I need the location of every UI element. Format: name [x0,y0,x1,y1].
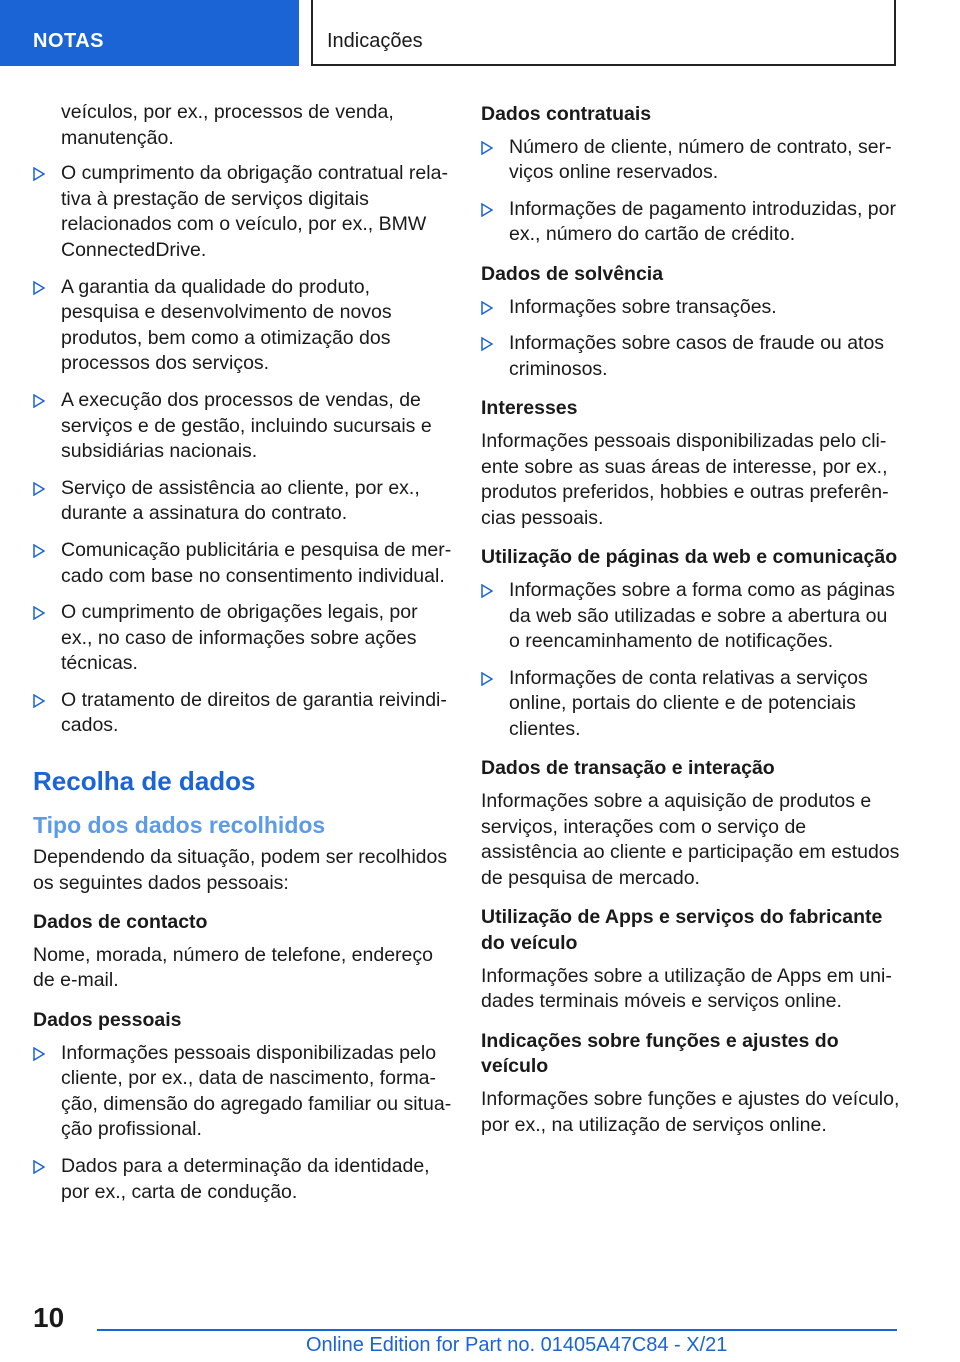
triangle-bullet-icon [33,1047,45,1061]
vehicle-functions-title: Indicações sobre funções e ajustes do veículo [481,1029,839,1078]
list-item: Informações de pagamento introduzidas, por ex., número do cartão de crédito. [481,197,901,248]
intro-paragraph: Dependendo da situação, podem ser recolhidos os seguintes dados pessoais: [33,846,448,894]
apps-usage-title: Utilização de Apps e serviços do fabricante do veículo [481,906,883,955]
transaction-data-title: Dados de transação e interação [481,757,775,780]
triangle-bullet-icon [33,544,45,558]
triangle-bullet-icon [481,141,493,155]
personal-data-title: Dados pessoais [33,1009,182,1032]
list-item: Comunicação publicitária e pesquisa de mercado com base no consentimento individual. [33,538,453,589]
transaction-data-text: Informações sobre a aquisição de produtos e serviços, interações com o serviço de assistência ao cliente e participação em estudos de pesquisa de mercado. [481,790,900,889]
contact-data-title: Dados de contacto [33,911,208,934]
triangle-bullet-icon [33,394,45,408]
list-item: O cumprimento de obrigações legais, por ex., no caso de informações sobre ações técnicas. [33,600,453,677]
triangle-bullet-icon [33,606,45,620]
solvency-data-title: Dados de solvência [481,262,664,285]
list-item: Informações sobre casos de fraude ou atos criminosos. [481,331,901,382]
chapter-tab-label: NOTAS [33,30,105,52]
right-column [481,100,901,1146]
contact-data-text: Nome, morada, número de telefone, endereço de e-mail. [33,943,433,992]
list-item: Informações pessoais disponibilizadas pelo cliente, por ex., data de nascimento, formação, dimensão do agregado familiar ou situação profissional. [33,1041,453,1143]
personal-data-list [33,1041,453,1206]
purpose-list [33,161,453,739]
triangle-bullet-icon [33,167,45,181]
triangle-bullet-icon [481,672,493,686]
list-item: O tratamento de direitos de garantia reivindicados. [33,688,453,739]
left-column [33,100,453,1216]
interests-title: Interesses [481,397,578,420]
section-header-label: Indicações [327,30,423,52]
web-usage-list [481,578,901,743]
subsection-heading: Tipo dos dados recolhidos [33,812,326,839]
triangle-bullet-icon [33,694,45,708]
page-number: 10 [33,1302,65,1333]
web-usage-title: Utilização de páginas da web e comunicação [481,546,898,569]
section-header [311,0,896,66]
list-item: Informações sobre transações. [481,295,901,321]
list-item: Informações de conta relativas a serviços online, portais do cliente e de potenciais clientes. [481,666,901,743]
section-heading: Recolha de dados [33,766,256,797]
list-item: Dados para a determinação da identidade, por ex., carta de condução. [33,1154,453,1205]
edition-note: Online Edition for Part no. 01405A47C84 - X/21 [306,1334,728,1356]
triangle-bullet-icon [33,482,45,496]
list-item: Número de cliente, número de contrato, serviços online reservados. [481,135,901,186]
triangle-bullet-icon [481,301,493,315]
page-header [0,0,960,66]
triangle-bullet-icon [481,203,493,217]
contract-data-title: Dados contratuais [481,103,652,125]
continued-bullet-text: veículos, por ex., processos de venda, manutenção. [61,101,394,149]
interests-text: Informações pessoais disponibilizadas pelo cliente sobre as suas áreas de interesse, por ex., produtos preferidos, hobbies e outras preferências pessoais. [481,429,889,529]
list-item: Informações sobre a forma como as páginas da web são utilizadas e sobre a abertura ou o reencaminhamento de notificações. [481,578,901,655]
footer-divider [97,1329,897,1331]
list-item: Serviço de assistência ao cliente, por ex., durante a assinatura do contrato. [33,476,453,527]
vehicle-functions-text: Informações sobre funções e ajustes do veículo, por ex., na utilização de serviços online. [481,1088,900,1136]
list-item: A garantia da qualidade do produto, pesquisa e desenvolvimento de novos produtos, bem como a otimização dos processos dos serviços. [33,275,453,377]
list-item: A execução dos processos de vendas, de serviços e de gestão, incluindo sucursais e subsidiárias nacionais. [33,388,453,465]
contract-data-list [481,135,901,248]
chapter-tab [0,0,299,66]
solvency-data-list [481,295,901,383]
triangle-bullet-icon [481,584,493,598]
apps-usage-text: Informações sobre a utilização de Apps em unidades terminais móveis e serviços online. [481,964,892,1013]
triangle-bullet-icon [33,1160,45,1174]
triangle-bullet-icon [33,281,45,295]
list-item: O cumprimento da obrigação contratual relativa à prestação de serviços digitais relacionados com o veículo, por ex., BMW ConnectedDrive. [33,161,453,263]
triangle-bullet-icon [481,337,493,351]
